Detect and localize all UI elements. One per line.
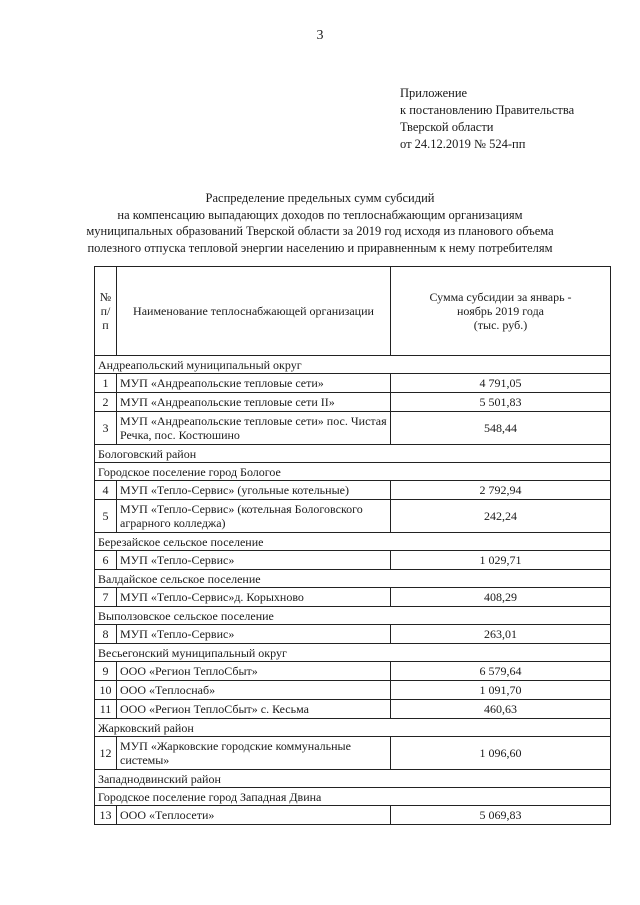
row-number: 13: [95, 806, 117, 825]
row-number: 10: [95, 681, 117, 700]
group-row: [95, 770, 611, 788]
table-row: [95, 500, 611, 533]
table-row: [95, 737, 611, 770]
subsidy-sum: 5 069,83: [391, 806, 611, 825]
title-line: муниципальных образований Тверской области за 2019 год исходя из планового объема: [86, 224, 554, 238]
table-row: [95, 412, 611, 445]
row-number: 1: [95, 374, 117, 393]
organization-name: ООО «Теплоснаб»: [117, 681, 391, 700]
organization-name: МУП «Тепло-Сервис»: [117, 551, 391, 570]
group-label: Жарковский район: [95, 719, 611, 737]
subsidy-sum: 242,24: [391, 500, 611, 533]
row-number: 2: [95, 393, 117, 412]
organization-name: МУП «Жарковские городские коммунальные системы»: [117, 737, 391, 770]
subsidy-sum: 6 579,64: [391, 662, 611, 681]
row-number: 11: [95, 700, 117, 719]
subsidy-sum: 5 501,83: [391, 393, 611, 412]
title-line: полезного отпуска тепловой энергии населению и приравненным к нему потребителям: [87, 240, 553, 255]
header-organization: Наименование теплоснабжающей организации: [117, 267, 391, 356]
page-number: 3: [316, 28, 324, 43]
table-body: [95, 356, 611, 825]
organization-name: МУП «Тепло-Сервис» (котельная Бологовского аграрного колледжа): [117, 500, 391, 533]
row-number: 8: [95, 625, 117, 644]
group-row: [95, 463, 611, 481]
table-row: [95, 393, 611, 412]
organization-name: МУП «Тепло-Сервис»д. Корыхново: [117, 588, 391, 607]
group-row: [95, 607, 611, 625]
subsidy-table: [94, 266, 611, 825]
table-row: [95, 481, 611, 500]
table-row: [95, 551, 611, 570]
group-row: [95, 644, 611, 662]
group-row: [95, 445, 611, 463]
subsidy-sum: 548,44: [391, 412, 611, 445]
group-row: [95, 356, 611, 374]
group-row: [95, 719, 611, 737]
organization-name: МУП «Андреапольские тепловые сети II»: [117, 393, 391, 412]
table-row: [95, 588, 611, 607]
organization-name: ООО «Теплосети»: [117, 806, 391, 825]
appendix-date-line: от 24.12.2019 № 524-пп: [400, 137, 526, 151]
organization-name: МУП «Тепло-Сервис»: [117, 625, 391, 644]
subsidy-sum: 408,29: [391, 588, 611, 607]
row-number: 4: [95, 481, 117, 500]
appendix-line: Приложение: [400, 86, 468, 100]
table-header-row: [95, 267, 611, 356]
table-row: [95, 700, 611, 719]
table-row: [95, 625, 611, 644]
row-number: 9: [95, 662, 117, 681]
title-line: на компенсацию выпадающих доходов по теплоснабжающим организациям: [117, 207, 523, 222]
group-label: Городское поселение город Бологое: [95, 463, 611, 481]
group-row: [95, 570, 611, 588]
table-row: [95, 806, 611, 825]
organization-name: МУП «Тепло-Сервис» (угольные котельные): [117, 481, 391, 500]
group-label: Западнодвинский район: [95, 770, 611, 788]
row-number: 7: [95, 588, 117, 607]
group-row: [95, 533, 611, 551]
header-subsidy-sum: Сумма субсидии за январь - ноябрь 2019 года (тыс. руб.): [391, 267, 611, 356]
organization-name: МУП «Андреапольские тепловые сети» пос. Чистая Речка, пос. Костюшино: [117, 412, 391, 445]
subsidy-sum: 1 091,70: [391, 681, 611, 700]
subsidy-sum: 2 792,94: [391, 481, 611, 500]
subsidy-sum: 4 791,05: [391, 374, 611, 393]
appendix-line: к постановлению Правительства: [400, 103, 575, 117]
organization-name: ООО «Регион ТеплоСбыт»: [117, 662, 391, 681]
document-title: [60, 190, 580, 256]
subsidy-sum: 460,63: [391, 700, 611, 719]
appendix-line: Тверской области: [400, 120, 494, 134]
title-line: Распределение предельных сумм субсидий: [205, 191, 435, 205]
group-label: Андреапольский муниципальный округ: [95, 356, 611, 374]
group-label: Выползовское сельское поселение: [95, 607, 611, 625]
group-label: Валдайское сельское поселение: [95, 570, 611, 588]
header-number: № п/п: [95, 267, 117, 356]
row-number: 3: [95, 412, 117, 445]
group-label: Городское поселение город Западная Двина: [95, 788, 611, 806]
organization-name: МУП «Андреапольские тепловые сети»: [117, 374, 391, 393]
group-label: Бологовский район: [95, 445, 611, 463]
group-label: Весьегонский муниципальный округ: [95, 644, 611, 662]
table-row: [95, 374, 611, 393]
table-row: [95, 662, 611, 681]
row-number: 12: [95, 737, 117, 770]
subsidy-sum: 263,01: [391, 625, 611, 644]
appendix-block: [400, 85, 574, 153]
table-row: [95, 681, 611, 700]
row-number: 5: [95, 500, 117, 533]
subsidy-sum: 1 096,60: [391, 737, 611, 770]
subsidy-sum: 1 029,71: [391, 551, 611, 570]
group-row: [95, 788, 611, 806]
group-label: Березайское сельское поселение: [95, 533, 611, 551]
organization-name: ООО «Регион ТеплоСбыт» с. Кесьма: [117, 700, 391, 719]
row-number: 6: [95, 551, 117, 570]
